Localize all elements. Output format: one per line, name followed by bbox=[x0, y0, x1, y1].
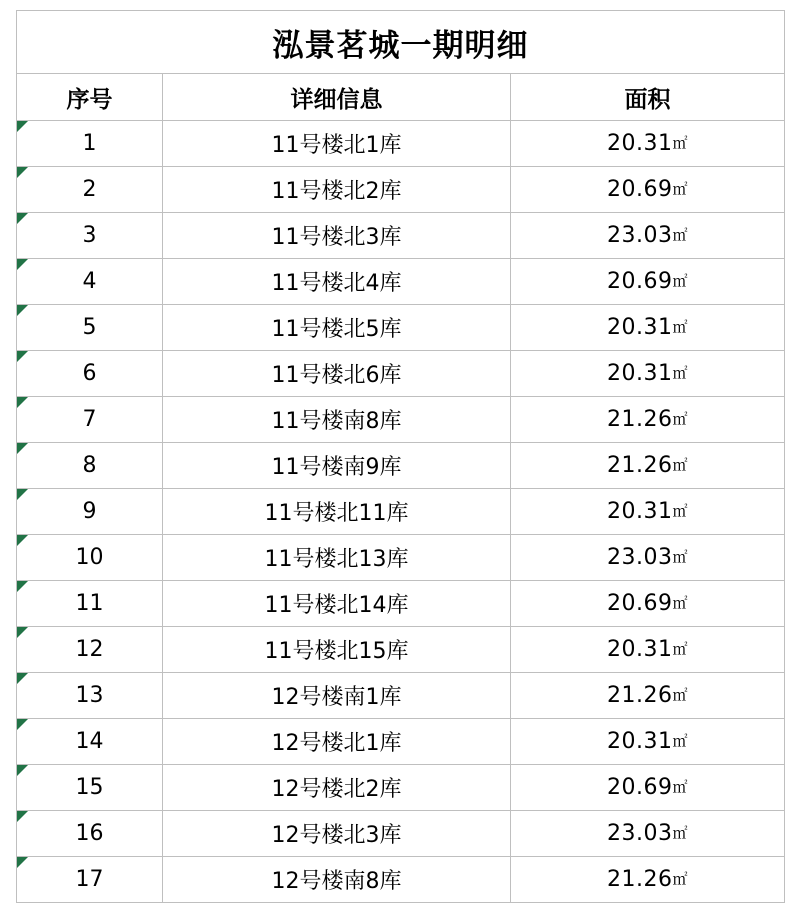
cell-info[interactable]: 11号楼北1库 bbox=[163, 121, 511, 167]
comment-marker-icon bbox=[17, 443, 28, 454]
comment-marker-icon bbox=[17, 213, 28, 224]
comment-marker-icon bbox=[17, 167, 28, 178]
index-value: 7 bbox=[82, 407, 97, 432]
cell-area[interactable] bbox=[511, 857, 785, 903]
cell-index[interactable] bbox=[17, 535, 163, 581]
cell-info[interactable]: 11号楼北4库 bbox=[163, 259, 511, 305]
comment-marker-icon bbox=[17, 581, 28, 592]
cell-area[interactable] bbox=[511, 121, 785, 167]
cell-info[interactable]: 12号楼北1库 bbox=[163, 719, 511, 765]
cell-index[interactable] bbox=[17, 765, 163, 811]
area-unit: ㎡ bbox=[672, 686, 689, 704]
table-row[interactable] bbox=[17, 857, 785, 903]
cell-info[interactable]: 11号楼南8库 bbox=[163, 397, 511, 443]
cell-area[interactable] bbox=[511, 167, 785, 213]
cell-index[interactable] bbox=[17, 627, 163, 673]
index-cell-content bbox=[17, 489, 162, 534]
area-value: 20.31㎡ bbox=[607, 637, 689, 662]
area-value: 23.03㎡ bbox=[607, 223, 689, 248]
cell-index[interactable] bbox=[17, 673, 163, 719]
cell-info[interactable]: 11号楼北13库 bbox=[163, 535, 511, 581]
table-row[interactable] bbox=[17, 259, 785, 305]
detail-table-container bbox=[16, 10, 784, 903]
area-value: 23.03㎡ bbox=[607, 821, 689, 846]
area-value: 21.26㎡ bbox=[607, 453, 689, 478]
index-value: 5 bbox=[82, 315, 97, 340]
comment-marker-icon bbox=[17, 811, 28, 822]
table-row[interactable] bbox=[17, 581, 785, 627]
area-unit: ㎡ bbox=[672, 456, 689, 474]
index-value: 15 bbox=[75, 775, 104, 800]
index-value: 10 bbox=[75, 545, 104, 570]
cell-area[interactable] bbox=[511, 259, 785, 305]
cell-area[interactable] bbox=[511, 719, 785, 765]
cell-area[interactable] bbox=[511, 397, 785, 443]
index-value: 11 bbox=[75, 591, 104, 616]
table-row[interactable] bbox=[17, 673, 785, 719]
comment-marker-icon bbox=[17, 719, 28, 730]
cell-index[interactable] bbox=[17, 351, 163, 397]
cell-index[interactable] bbox=[17, 811, 163, 857]
cell-index[interactable] bbox=[17, 305, 163, 351]
cell-info[interactable]: 11号楼北2库 bbox=[163, 167, 511, 213]
index-value: 17 bbox=[75, 867, 104, 892]
area-unit: ㎡ bbox=[672, 134, 689, 152]
cell-area[interactable] bbox=[511, 535, 785, 581]
table-row[interactable] bbox=[17, 305, 785, 351]
detail-table bbox=[16, 10, 785, 903]
page-title: 泓景茗城一期明细 bbox=[17, 11, 785, 74]
area-value: 20.69㎡ bbox=[607, 775, 689, 800]
column-header-area: 面积 bbox=[511, 74, 785, 121]
index-cell-content bbox=[17, 443, 162, 488]
index-cell-content bbox=[17, 581, 162, 626]
comment-marker-icon bbox=[17, 765, 28, 776]
comment-marker-icon bbox=[17, 121, 28, 132]
cell-area[interactable] bbox=[511, 581, 785, 627]
area-value: 20.31㎡ bbox=[607, 361, 689, 386]
area-unit: ㎡ bbox=[672, 180, 689, 198]
cell-info[interactable]: 11号楼北3库 bbox=[163, 213, 511, 259]
comment-marker-icon bbox=[17, 489, 28, 500]
comment-marker-icon bbox=[17, 351, 28, 362]
area-value: 20.31㎡ bbox=[607, 499, 689, 524]
index-cell-content bbox=[17, 765, 162, 810]
area-unit: ㎡ bbox=[672, 824, 689, 842]
index-value: 9 bbox=[82, 499, 97, 524]
area-value: 23.03㎡ bbox=[607, 545, 689, 570]
index-value: 4 bbox=[82, 269, 97, 294]
index-value: 12 bbox=[75, 637, 104, 662]
cell-area[interactable] bbox=[511, 213, 785, 259]
comment-marker-icon bbox=[17, 259, 28, 270]
header-row bbox=[17, 74, 785, 121]
index-cell-content bbox=[17, 627, 162, 672]
index-value: 6 bbox=[82, 361, 97, 386]
table-row[interactable] bbox=[17, 167, 785, 213]
table-row[interactable] bbox=[17, 627, 785, 673]
area-value: 20.31㎡ bbox=[607, 315, 689, 340]
comment-marker-icon bbox=[17, 305, 28, 316]
index-cell-content bbox=[17, 719, 162, 764]
area-unit: ㎡ bbox=[672, 410, 689, 428]
cell-area[interactable] bbox=[511, 305, 785, 351]
area-value: 21.26㎡ bbox=[607, 407, 689, 432]
index-cell-content bbox=[17, 811, 162, 856]
cell-area[interactable] bbox=[511, 765, 785, 811]
cell-info[interactable]: 11号楼北11库 bbox=[163, 489, 511, 535]
index-cell-content bbox=[17, 673, 162, 718]
cell-index[interactable] bbox=[17, 489, 163, 535]
comment-marker-icon bbox=[17, 857, 28, 868]
index-cell-content bbox=[17, 535, 162, 580]
area-unit: ㎡ bbox=[672, 594, 689, 612]
comment-marker-icon bbox=[17, 673, 28, 684]
cell-index[interactable] bbox=[17, 719, 163, 765]
cell-index[interactable] bbox=[17, 213, 163, 259]
area-unit: ㎡ bbox=[672, 318, 689, 336]
cell-area[interactable] bbox=[511, 489, 785, 535]
cell-index[interactable] bbox=[17, 857, 163, 903]
table-row[interactable] bbox=[17, 213, 785, 259]
index-cell-content bbox=[17, 121, 162, 166]
area-unit: ㎡ bbox=[672, 640, 689, 658]
area-unit: ㎡ bbox=[672, 364, 689, 382]
area-value: 20.69㎡ bbox=[607, 177, 689, 202]
area-unit: ㎡ bbox=[672, 548, 689, 566]
index-cell-content bbox=[17, 397, 162, 442]
index-value: 8 bbox=[82, 453, 97, 478]
area-unit: ㎡ bbox=[672, 778, 689, 796]
index-value: 1 bbox=[82, 131, 97, 156]
area-value: 21.26㎡ bbox=[607, 683, 689, 708]
cell-info[interactable]: 12号楼南1库 bbox=[163, 673, 511, 719]
area-unit: ㎡ bbox=[672, 272, 689, 290]
table-row[interactable] bbox=[17, 351, 785, 397]
cell-area[interactable] bbox=[511, 443, 785, 489]
area-unit: ㎡ bbox=[672, 226, 689, 244]
cell-info[interactable]: 11号楼北6库 bbox=[163, 351, 511, 397]
index-value: 13 bbox=[75, 683, 104, 708]
table-row[interactable] bbox=[17, 811, 785, 857]
area-value: 20.69㎡ bbox=[607, 269, 689, 294]
cell-area[interactable] bbox=[511, 627, 785, 673]
index-cell-content bbox=[17, 305, 162, 350]
title-row bbox=[17, 11, 785, 74]
cell-index[interactable] bbox=[17, 397, 163, 443]
area-value: 20.31㎡ bbox=[607, 131, 689, 156]
index-value: 14 bbox=[75, 729, 104, 754]
cell-index[interactable] bbox=[17, 259, 163, 305]
cell-info[interactable]: 12号楼南8库 bbox=[163, 857, 511, 903]
cell-info[interactable]: 11号楼北15库 bbox=[163, 627, 511, 673]
table-row[interactable] bbox=[17, 719, 785, 765]
index-cell-content bbox=[17, 857, 162, 902]
area-value: 20.69㎡ bbox=[607, 591, 689, 616]
table-row[interactable] bbox=[17, 765, 785, 811]
index-cell-content bbox=[17, 351, 162, 396]
table-row[interactable] bbox=[17, 535, 785, 581]
index-value: 3 bbox=[82, 223, 97, 248]
cell-info[interactable]: 11号楼南9库 bbox=[163, 443, 511, 489]
cell-info[interactable]: 11号楼北5库 bbox=[163, 305, 511, 351]
comment-marker-icon bbox=[17, 627, 28, 638]
cell-area[interactable] bbox=[511, 811, 785, 857]
index-value: 2 bbox=[82, 177, 97, 202]
table-row[interactable] bbox=[17, 397, 785, 443]
column-header-info: 详细信息 bbox=[163, 74, 511, 121]
cell-index[interactable] bbox=[17, 121, 163, 167]
comment-marker-icon bbox=[17, 535, 28, 546]
area-value: 21.26㎡ bbox=[607, 867, 689, 892]
area-unit: ㎡ bbox=[672, 502, 689, 520]
table-row[interactable] bbox=[17, 489, 785, 535]
index-value: 16 bbox=[75, 821, 104, 846]
cell-info[interactable]: 12号楼北2库 bbox=[163, 765, 511, 811]
index-cell-content bbox=[17, 213, 162, 258]
cell-index[interactable] bbox=[17, 581, 163, 627]
cell-area[interactable] bbox=[511, 673, 785, 719]
table-row[interactable] bbox=[17, 121, 785, 167]
index-cell-content bbox=[17, 167, 162, 212]
cell-area[interactable] bbox=[511, 351, 785, 397]
cell-index[interactable] bbox=[17, 167, 163, 213]
cell-info[interactable]: 11号楼北14库 bbox=[163, 581, 511, 627]
comment-marker-icon bbox=[17, 397, 28, 408]
area-unit: ㎡ bbox=[672, 870, 689, 888]
cell-info[interactable]: 12号楼北3库 bbox=[163, 811, 511, 857]
cell-index[interactable] bbox=[17, 443, 163, 489]
area-value: 20.31㎡ bbox=[607, 729, 689, 754]
index-cell-content bbox=[17, 259, 162, 304]
column-header-index: 序号 bbox=[17, 74, 163, 121]
area-unit: ㎡ bbox=[672, 732, 689, 750]
table-row[interactable] bbox=[17, 443, 785, 489]
